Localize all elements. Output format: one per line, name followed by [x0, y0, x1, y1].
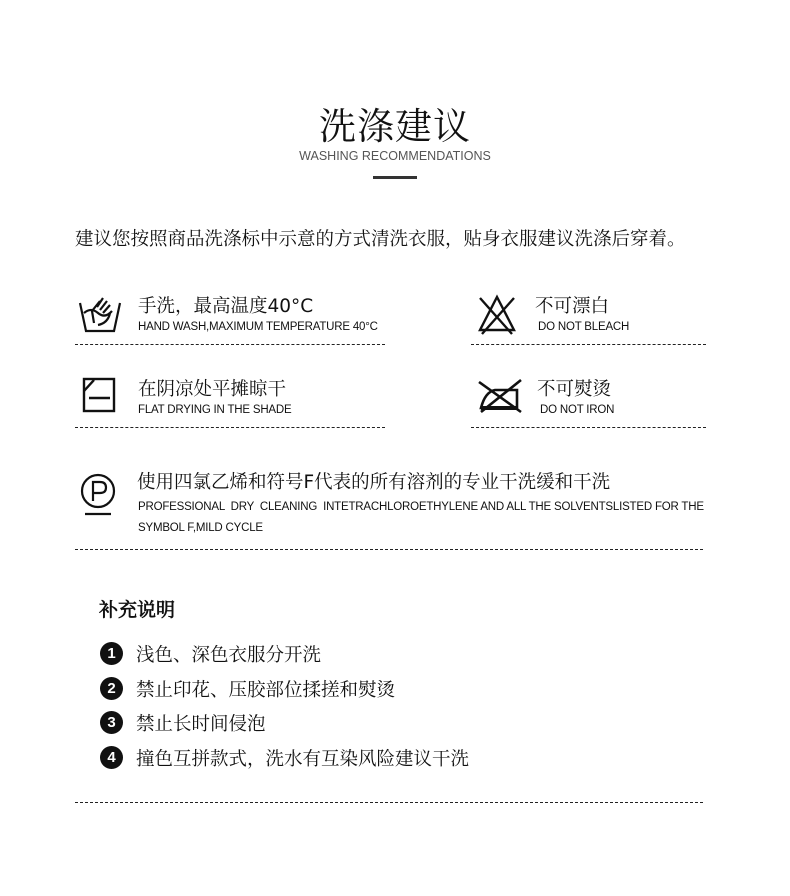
care-subtitle: FLAT DRYING IN THE SHADE: [138, 404, 292, 416]
care-subtitle: DO NOT IRON: [540, 404, 615, 416]
list-item: 禁止印花、压胶部位揉搓和熨烫: [136, 680, 396, 701]
intro-text: 建议您按照商品洗涤标中示意的方式清洗衣服，贴身衣服建议洗涤后穿着。: [75, 229, 686, 250]
hand-wash-icon: [78, 293, 122, 335]
care-title: 不可漂白: [535, 296, 610, 317]
care-subtitle: DO NOT BLEACH: [538, 321, 630, 333]
list-item: 撞色互拼款式，洗水有互染风险建议干洗: [136, 749, 470, 770]
list-item: 禁止长时间侵泡: [136, 714, 266, 735]
title-divider: [373, 176, 417, 179]
divider: [75, 427, 385, 428]
page-subtitle: WASHING RECOMMENDATIONS: [299, 149, 491, 163]
care-subtitle: HAND WASH,MAXIMUM TEMPERATURE 40°C: [138, 321, 378, 333]
list-item: 浅色、深色衣服分开洗: [136, 645, 322, 666]
number-badge: 1: [100, 642, 123, 665]
flat-dry-shade-icon: [82, 377, 116, 413]
divider: [471, 344, 706, 345]
care-title: 使用四氯乙烯和符号F代表的所有溶剂的专业干洗缓和干洗: [137, 472, 611, 493]
notes-heading: 补充说明: [99, 599, 176, 621]
care-title: 不可熨烫: [537, 379, 612, 400]
number-badge: 4: [100, 746, 123, 769]
care-title: 手洗，最高温度40°C: [138, 296, 314, 317]
care-title: 在阴凉处平摊晾干: [138, 379, 287, 400]
page-title: 洗涤建议: [319, 105, 471, 148]
divider: [75, 344, 385, 345]
divider: [75, 549, 703, 550]
care-subtitle-cont: SYMBOL F,MILD CYCLE: [138, 522, 263, 534]
number-badge: 3: [100, 711, 123, 734]
dry-clean-p-icon: [79, 473, 117, 517]
number-badge: 2: [100, 677, 123, 700]
divider: [471, 427, 706, 428]
care-subtitle: PROFESSIONAL DRY CLEANING INTETRACHLOROETHYLENE AND ALL THE SOLVENTSLISTED FOR THE: [138, 501, 704, 513]
do-not-iron-icon: [477, 378, 523, 414]
divider: [75, 802, 703, 803]
do-not-bleach-icon: [477, 294, 517, 336]
